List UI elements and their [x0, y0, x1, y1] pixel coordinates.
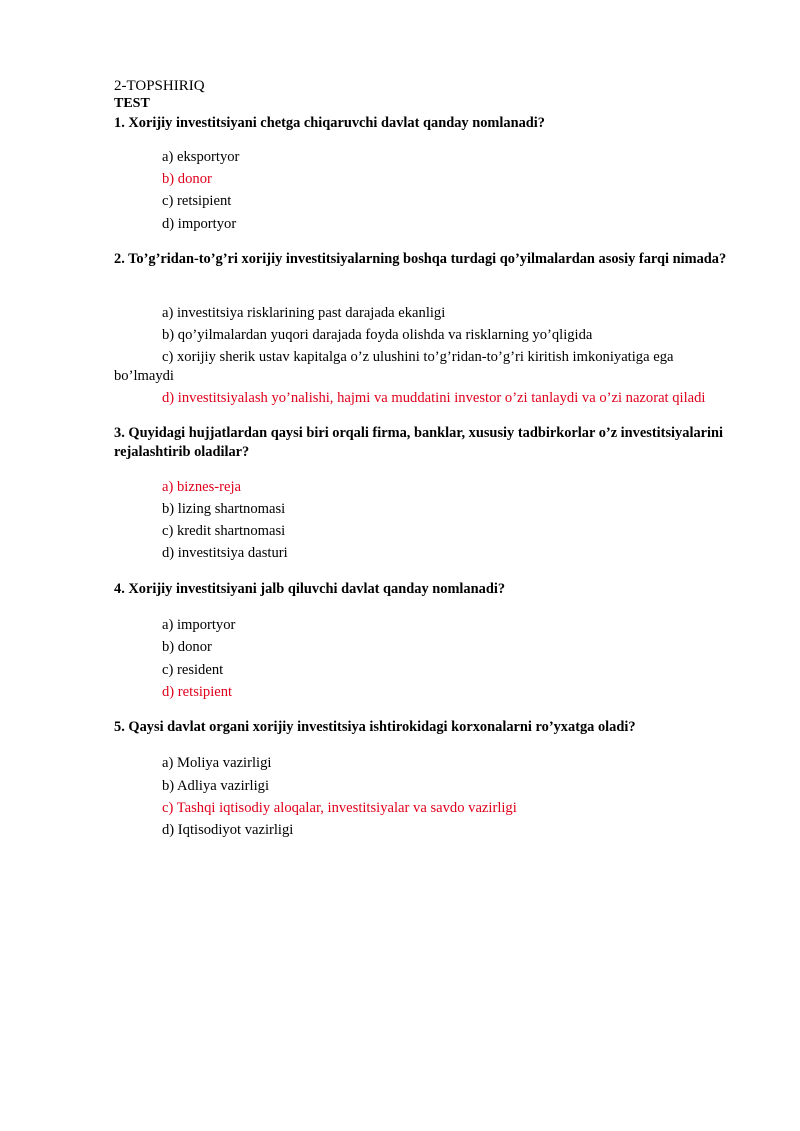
- q2-option-c-continuation: bo’lmaydi: [114, 368, 174, 384]
- q4-option-d-correct: d) retsipient: [162, 684, 233, 700]
- q4-option-b: b) donor: [162, 639, 212, 655]
- q1-option-c: c) retsipient: [162, 193, 232, 209]
- q2-option-b: b) qo’yilmalardan yuqori darajada foyda olishda va risklarning yo’qligida: [162, 327, 593, 343]
- question-1: 1. Xorijiy investitsiyani chetga chiqaruvchi davlat qanday nomlanadi?: [114, 115, 545, 131]
- question-3: 3. Quyidagi hujjatlardan qaysi biri orqali firma, banklar, xususiy tadbirkorlar o’z investitsiyalarini rejalashtirib oladilar?: [114, 425, 724, 460]
- q3-option-d: d) investitsiya dasturi: [162, 545, 288, 561]
- q3-option-c: c) kredit shartnomasi: [162, 523, 286, 539]
- q2-option-a: a) investitsiya risklarining past darajada ekanligi: [162, 305, 446, 321]
- q5-option-a: a) Moliya vazirligi: [162, 755, 272, 771]
- q2-option-c: c) xorijiy sherik ustav kapitalga o’z ulushini to’g’ridan-to’g’ri kiritish imkoniyatiga ega: [162, 349, 674, 365]
- question-5: 5. Qaysi davlat organi xorijiy investitsiya ishtirokidagi korxonalarni ro’yxatga oladi?: [114, 719, 636, 735]
- q4-option-c: c) resident: [162, 662, 224, 678]
- document-title: 2-TOPSHIRIQ: [114, 78, 205, 94]
- q3-option-b: b) lizing shartnomasi: [162, 501, 286, 517]
- q1-option-d: d) importyor: [162, 216, 237, 232]
- q5-option-c-correct: c) Tashqi iqtisodiy aloqalar, investitsiyalar va savdo vazirligi: [162, 800, 517, 816]
- q5-option-d: d) Iqtisodiyot vazirligi: [162, 822, 294, 838]
- question-4: 4. Xorijiy investitsiyani jalb qiluvchi davlat qanday nomlanadi?: [114, 581, 506, 597]
- document-subtitle: TEST: [114, 96, 150, 111]
- question-2: 2. To’g’ridan-to’g’ri xorijiy investitsiyalarning boshqa turdagi qo’yilmalardan asosiy farqi nimada?: [114, 251, 727, 267]
- q1-option-b-correct: b) donor: [162, 171, 212, 187]
- q4-option-a: a) importyor: [162, 617, 236, 633]
- q2-option-d-correct: d) investitsiyalash yo’nalishi, hajmi va muddatini investor o’zi tanlaydi va o’zi nazorat qiladi: [162, 390, 706, 406]
- q5-option-b: b) Adliya vazirligi: [162, 778, 269, 794]
- q3-option-a-correct: a) biznes-reja: [162, 479, 241, 495]
- q1-option-a: a) eksportyor: [162, 149, 240, 165]
